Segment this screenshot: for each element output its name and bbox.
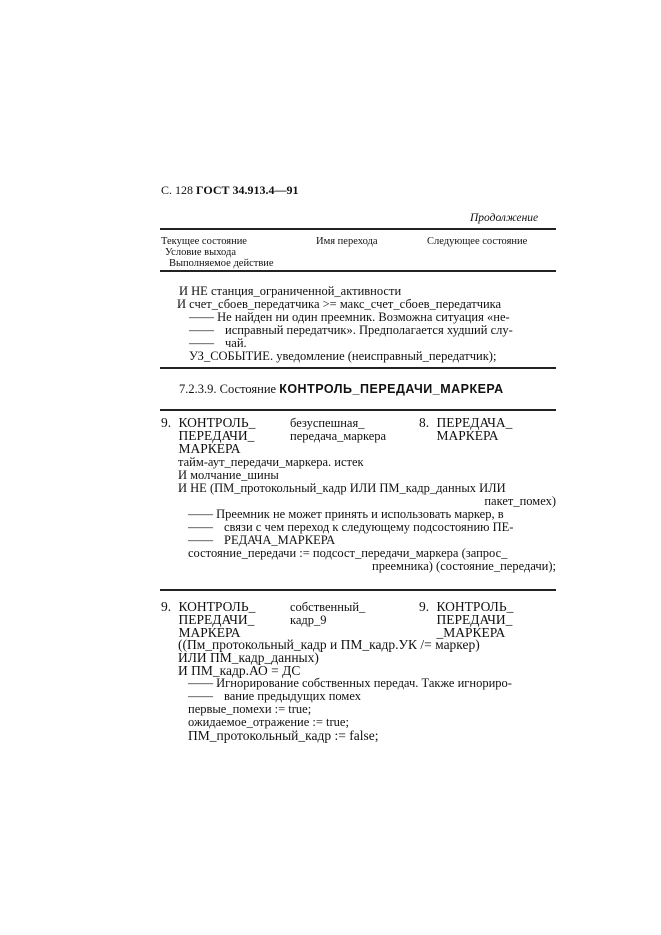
- state-name-line: КОНТРОЛЬ_: [178, 599, 256, 614]
- condition-line: И счет_сбоев_передатчика >= макс_счет_сбоев_передатчика: [177, 297, 502, 311]
- state-name-line: МАРКЕРА: [178, 625, 241, 640]
- condition-line: ИЛИ ПМ_кадр_данных): [178, 650, 319, 665]
- condition-line: И молчание_шины: [178, 468, 279, 482]
- transition2-top-rule: [160, 589, 556, 591]
- table-top-rule: [160, 228, 556, 230]
- column-header-current-state: [161, 236, 274, 269]
- comment-line: РЕДАЧА_МАРКЕРА: [224, 533, 336, 547]
- transition1-name: [290, 417, 386, 443]
- transition-name-line: безуспешная_: [290, 416, 365, 430]
- transition2-body: —— Игнорирование собственных передач. Также игнориро- —— вание предыдущих помех первые_помехи := true; ожидаемое_отражение := true; ПМ_протокольный_кадр := false;: [178, 677, 512, 742]
- column-header-transition-name: Имя перехода: [316, 236, 378, 247]
- continuation-label: Продолжение: [470, 212, 539, 224]
- header-exit-condition: Условие выхода: [165, 247, 236, 258]
- block1-bottom-rule: [160, 367, 556, 369]
- transition1-top-rule: [160, 409, 556, 411]
- action-line: преемника) (состояние_передачи);: [372, 559, 556, 573]
- page-header: [161, 183, 299, 198]
- section-number: 7.2.3.9.: [179, 382, 217, 396]
- transition1-next-state: [419, 416, 512, 442]
- condition-line: И ПМ_кадр.АО = ДС: [178, 663, 301, 678]
- comment-line: исправный передатчик». Предполагается худший слу-: [225, 323, 513, 337]
- state-name-line: МАРКЕРА: [178, 441, 241, 456]
- state-name-line: ПЕРЕДАЧА_: [436, 415, 513, 430]
- table-header-rule: [160, 270, 556, 272]
- state-name-line: ПЕРЕДАЧИ_: [178, 612, 255, 627]
- state-number: 9.: [161, 415, 172, 430]
- comment-line: —— Преемник не может принять и использовать маркер, в: [188, 507, 504, 521]
- state-name-line: ПЕРЕДАЧИ_: [436, 612, 513, 627]
- condition-line: И НЕ (ПМ_протокольный_кадр ИЛИ ПМ_кадр_данных ИЛИ: [178, 481, 506, 495]
- state-number: 8.: [419, 415, 430, 430]
- comment-line: чай.: [225, 336, 247, 350]
- comment-line: вание предыдущих помех: [224, 689, 361, 703]
- section-title: КОНТРОЛЬ_ПЕРЕДАЧИ_МАРКЕРА: [279, 382, 504, 396]
- transition1-current-state: [161, 416, 255, 455]
- state-name-line: МАРКЕРА: [436, 428, 499, 443]
- state-name-line: ПЕРЕДАЧИ_: [178, 428, 255, 443]
- action-line: состояние_передачи := подсост_передачи_маркера (запрос_: [188, 546, 508, 560]
- section-heading: [179, 382, 504, 397]
- transition-name-line: передача_маркера: [290, 429, 387, 443]
- page-number: С. 128: [161, 183, 194, 197]
- action-line: ПМ_протокольный_кадр := false;: [188, 728, 379, 743]
- condition-line: тайм-аут_передачи_маркера. истек: [178, 455, 364, 469]
- state-number: 9.: [161, 599, 172, 614]
- transition-name-line: кадр_9: [290, 613, 327, 627]
- header-current-state: Текущее состояние: [161, 236, 247, 247]
- continued-block: И НЕ станция_ограниченной_активности И счет_сбоев_передатчика >= макс_счет_сбоев_передатчика —— Не найден ни один преемник. Возможна ситуация «не- —— исправный передатчик». Предполагается худший слу- —— чай. УЗ_СОБЫТИЕ. уведомление (неисправный_передатчик);: [177, 284, 513, 363]
- action-line: УЗ_СОБЫТИЕ. уведомление (неисправный_передатчик);: [189, 349, 497, 363]
- section-label: Состояние: [219, 382, 277, 396]
- state-name-line: КОНТРОЛЬ_: [436, 599, 514, 614]
- condition-line: И НЕ станция_ограниченной_активности: [179, 284, 402, 298]
- condition-line: ((Пм_протокольный_кадр и ПМ_кадр.УК /= маркер): [178, 637, 480, 652]
- condition-line: пакет_помех): [484, 494, 556, 508]
- comment-line: —— Игнорирование собственных передач. Также игнориро-: [188, 676, 512, 690]
- state-name-line: КОНТРОЛЬ_: [178, 415, 256, 430]
- transition-name-line: собственный_: [290, 600, 366, 614]
- header-action: Выполняемое действие: [169, 258, 274, 269]
- transition1-body: тайм-аут_передачи_маркера. истек И молчание_шины И НЕ (ПМ_протокольный_кадр ИЛИ ПМ_кадр_данных ИЛИ пакет_помех) —— Преемник не может принять и использовать маркер, в —— связи с чем переход к следующему подсостоянию ПЕ- —— РЕДАЧА_МАРКЕРА состояние_передачи := подсост_передачи_маркера (запрос_ преемника) (состояние_передачи);: [178, 455, 556, 573]
- comment-line: связи с чем переход к следующему подсостоянию ПЕ-: [224, 520, 514, 534]
- action-line: первые_помехи := true;: [188, 702, 312, 716]
- comment-line: —— Не найден ни один преемник. Возможна ситуация «не-: [189, 310, 510, 324]
- transition2-current-state: [161, 600, 255, 639]
- column-header-next-state: Следующее состояние: [427, 236, 528, 247]
- transition2-next-state: [419, 600, 513, 639]
- transition2-name: [290, 601, 365, 627]
- action-line: ожидаемое_отражение := true;: [188, 715, 349, 729]
- standard-number: ГОСТ 34.913.4—91: [196, 183, 299, 197]
- transition2-condition: [178, 638, 480, 677]
- state-number: 9.: [419, 599, 430, 614]
- state-name-line: _МАРКЕРА: [436, 625, 506, 640]
